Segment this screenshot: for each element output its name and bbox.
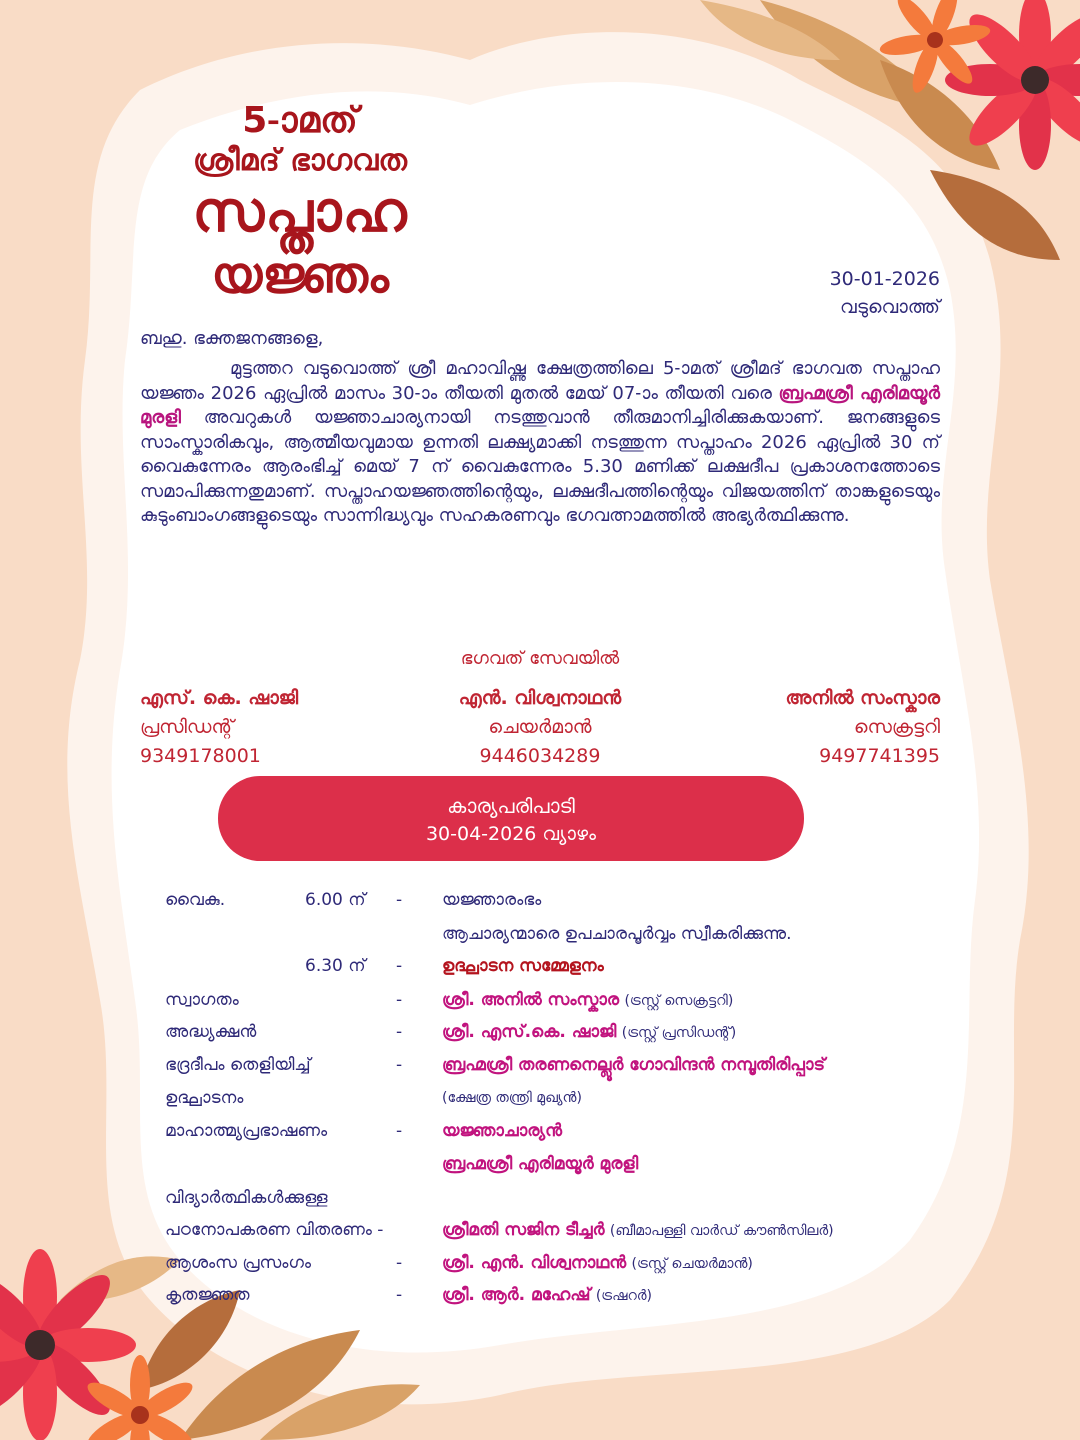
letter-date: 30-01-2026 bbox=[829, 268, 940, 290]
schedule-dash: - bbox=[396, 1121, 403, 1141]
signatory-phone: 9497741395 bbox=[819, 745, 940, 767]
title-main: സപ്താഹ bbox=[192, 180, 408, 245]
schedule-label: ഭദ്രദീപം തെളിയിച്ച് bbox=[165, 1055, 311, 1075]
schedule-note: (ട്രഷറർ) bbox=[595, 1288, 652, 1304]
schedule-dash: - bbox=[396, 956, 403, 976]
signatory-role: പ്രസിഡന്റ് bbox=[140, 716, 234, 738]
schedule-dash: - bbox=[396, 890, 403, 910]
schedule-label: ഉദ്ഘാടനം bbox=[165, 1088, 244, 1108]
signatory-name: എൻ. വിശ്വനാഥൻ bbox=[458, 687, 622, 709]
schedule-dash: - bbox=[396, 1285, 403, 1305]
schedule-value bbox=[442, 1247, 753, 1279]
signatory-role: ചെയർമാൻ bbox=[488, 716, 592, 738]
schedule-dash: - bbox=[396, 990, 403, 1010]
signatory-phone: 9349178001 bbox=[140, 745, 261, 767]
schedule-label: കൃതജ്ഞത bbox=[165, 1285, 250, 1305]
signatory-role: സെക്രട്ടറി bbox=[853, 716, 940, 738]
closing-line: ഭഗവത് സേവയിൽ bbox=[460, 648, 620, 669]
signatory-name: അനിൽ സംസ്കാര bbox=[785, 687, 940, 709]
schedule-person: ശ്രീമതി സജിന ടീച്ചർ bbox=[442, 1220, 605, 1240]
schedule-label: വൈകു. bbox=[165, 890, 226, 910]
schedule-label: പഠനോപകരണ വിതരണം - bbox=[165, 1220, 384, 1240]
schedule-note: (ട്രസ്റ്റ് ചെയർമാൻ) bbox=[631, 1256, 753, 1272]
schedule-person: ശ്രീ. എൻ. വിശ്വനാഥൻ bbox=[442, 1253, 627, 1273]
schedule-value bbox=[442, 984, 733, 1016]
program-banner-title: കാര്യപരിപാടി bbox=[447, 794, 575, 818]
schedule-time: 6.00 ന് bbox=[305, 890, 366, 910]
schedule-label: മാഹാത്മ്യപ്രഭാഷണം bbox=[165, 1121, 328, 1141]
signatory-phone: 9446034289 bbox=[479, 745, 601, 767]
schedule-label: സ്വാഗതം bbox=[165, 990, 239, 1010]
schedule-note: (ക്ഷേത്ര തന്ത്രി മുഖ്യൻ) bbox=[442, 1090, 582, 1106]
schedule-dash: - bbox=[396, 1022, 403, 1042]
signatory-name: എസ്. കെ. ഷാജി bbox=[140, 687, 299, 709]
schedule-dash: - bbox=[396, 1055, 403, 1075]
schedule-value: ബ്രഹ്മശ്രീ എരിമയൂർ മുരളി bbox=[442, 1154, 639, 1174]
schedule-note: (ബീമാപള്ളി വാർഡ് കൗൺസിലർ) bbox=[609, 1223, 834, 1239]
schedule-value: ആചാര്യന്മാരെ ഉപചാരപൂർവ്വം സ്വീകരിക്കുന്നു. bbox=[442, 924, 792, 944]
schedule-value: ബ്രഹ്മശ്രീ തരണനെല്ലൂർ ഗോവിന്ദൻ നമ്പൂതിരിപ്പാട് bbox=[442, 1055, 825, 1075]
program-banner-date: 30-04-2026 വ്യാഴം bbox=[425, 823, 597, 845]
schedule-value bbox=[442, 1279, 652, 1311]
acharya-name-highlight: ബ്രഹ്മശ്രീ എരിമയൂർ മുരളി bbox=[140, 382, 941, 428]
schedule-value bbox=[442, 1214, 834, 1246]
schedule-value: യജ്ഞാചാര്യൻ bbox=[442, 1121, 562, 1141]
salutation: ബഹു. ഭക്തജനങ്ങളെ, bbox=[140, 328, 324, 349]
schedule-note: (ട്രസ്റ്റ് പ്രസിഡന്റ്) bbox=[621, 1025, 737, 1041]
schedule-label: അദ്ധ്യക്ഷൻ bbox=[165, 1022, 257, 1042]
schedule-value bbox=[442, 1016, 736, 1048]
title-main-2: യജ്ഞം bbox=[211, 246, 389, 304]
schedule-dash: - bbox=[396, 1253, 403, 1273]
schedule-person: ശ്രീ. ആർ. മഹേഷ് bbox=[442, 1285, 591, 1305]
schedule-value: യജ്ഞാരംഭം bbox=[442, 890, 542, 910]
schedule-time: 6.30 ന് bbox=[305, 956, 366, 976]
body-text-1: മുട്ടത്തറ വടുവൊത്ത് ശ്രീ മഹാവിഷ്ണു ക്ഷേത്രത്തിലെ 5-ാമത് ശ്രീമദ് ഭാഗവത സപ്താഹ യജ്ഞം 2026 ഏപ്രിൽ മാസം 30-ാം തീയതി മുതൽ മേയ് 07-ാം തീയതി വരെ bbox=[140, 358, 940, 404]
schedule-person: ശ്രീ. അനിൽ സംസ്കാര bbox=[442, 990, 620, 1010]
letter-place: വടുവൊത്ത് bbox=[840, 296, 940, 318]
body-text-2: അവറുകൾ യജ്ഞാചാര്യനായി നടത്തുവാൻ തീരുമാനിച്ചിരിക്കുകയാണ്. ജനങ്ങളുടെ സാംസ്കാരികവും, ആത്മീയവുമായ ഉന്നതി ലക്ഷ്യമാക്കി നടത്തുന്ന സപ്താഹം 2026 ഏപ്രിൽ 30 ന് വൈകുന്നേരം ആരംഭിച്ച് മെയ് 7 ന് വൈകുന്നേരം 5.30 മണിക്ക് ലക്ഷദീപ പ്രകാശനത്തോടെ സമാപിക്കുന്നതുമാണ്. സപ്താഹയജ്ഞത്തിന്റെയും, ലക്ഷദീപത്തിന്റെയും വിജയത്തിന് താങ്കളുടെയും കുടുംബാംഗങ്ങളുടെയും സാന്നിദ്ധ്യവും സഹകരണവും ഭഗവത്നാമത്തിൽ അഭ്യർത്ഥിക്കുന്നു. bbox=[140, 407, 940, 526]
schedule-label: വിദ്യാർത്ഥികൾക്കുള്ള bbox=[165, 1188, 328, 1208]
schedule-note: (ട്രസ്റ്റ് സെക്രട്ടറി) bbox=[624, 993, 734, 1009]
title-edition: 5-ാമത് bbox=[242, 100, 358, 141]
schedule-person: ശ്രീ. എസ്.കെ. ഷാജി bbox=[442, 1022, 617, 1042]
title-subtitle: ശ്രീമദ് ഭാഗവത bbox=[193, 143, 407, 178]
schedule-label: ആശംസ പ്രസംഗം bbox=[165, 1253, 311, 1273]
schedule-value: ഉദ്ഘാടന സമ്മേളനം bbox=[442, 956, 604, 976]
